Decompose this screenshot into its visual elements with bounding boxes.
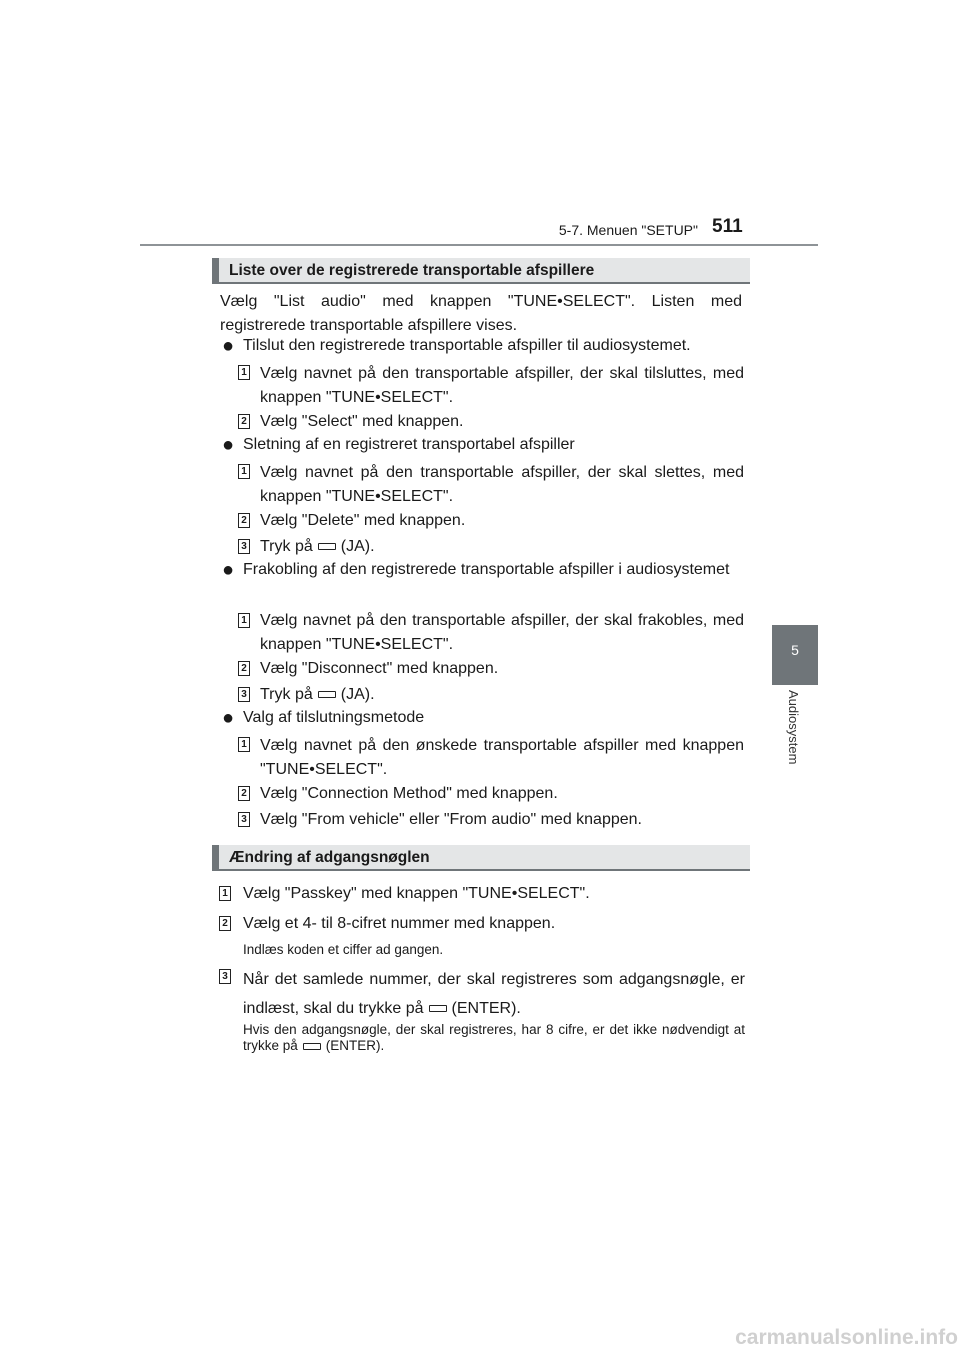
watermark: carmanualsonline.info	[735, 1326, 958, 1349]
step-number-1: 1	[238, 365, 250, 380]
step-text: Vælg "Delete" med knappen.	[260, 512, 466, 529]
step-number-2: 2	[238, 786, 250, 801]
step-note: Indlæs koden et ciffer ad gangen.	[243, 942, 444, 957]
step-number-1: 1	[238, 464, 250, 479]
step-number-2: 2	[219, 916, 231, 931]
step-number-3: 3	[238, 812, 250, 827]
step-text: Vælg "Disconnect" med knappen.	[260, 660, 499, 677]
button-icon	[303, 1043, 321, 1050]
bullet-text: Frakobling af den registrerede transportable afspiller i audiosystemet	[243, 561, 730, 578]
step-text: Vælg et 4- til 8-cifret nummer med knappen.	[243, 915, 556, 932]
bullet-text: Sletning af en registreret transportabel afspiller	[243, 436, 575, 453]
section-breadcrumb: 5-7. Menuen "SETUP"	[558, 222, 698, 238]
button-icon	[318, 543, 336, 550]
chapter-label: Audiosystem	[786, 690, 801, 765]
chapter-number: 5	[791, 642, 799, 658]
bullet-icon: ●	[222, 707, 235, 729]
step-number-2: 2	[238, 414, 250, 429]
step-number-1: 1	[238, 613, 250, 628]
bullet-text: Valg af tilslutningsmetode	[243, 709, 425, 726]
bullet-icon: ●	[222, 335, 235, 357]
step-text: Vælg "Select" med knappen.	[260, 413, 464, 430]
bullet-text: Tilslut den registrerede transportable afspiller til audiosystemet.	[243, 337, 691, 354]
step-number-3: 3	[219, 969, 231, 984]
step-text: Vælg "Passkey" med knappen "TUNE•SELECT".	[243, 885, 590, 902]
section-heading: Ændring af adgangsnøglen	[212, 845, 750, 871]
step-note-with-button: Hvis den adgangsnøgle, der skal registreres, har 8 cifre, er det ikke nødvendigt at trykke på (ENTER).	[243, 1022, 745, 1053]
step-text-with-button: Tryk på (JA).	[260, 538, 375, 555]
step-number-3: 3	[238, 687, 250, 702]
step-number-1: 1	[238, 737, 250, 752]
bullet-icon: ●	[222, 559, 235, 581]
section-heading: Liste over de registrerede transportable afspillere	[212, 258, 750, 284]
intro-text: Vælg "List audio" med knappen "TUNE•SELECT". Listen med registrerede transportable afspillere vises.	[220, 293, 742, 334]
step-text: Vælg navnet på den transportable afspiller, der skal slettes, med knappen "TUNE•SELECT".	[260, 464, 744, 505]
bullet-icon: ●	[222, 434, 235, 456]
step-number-2: 2	[238, 661, 250, 676]
step-text: Vælg "Connection Method" med knappen.	[260, 785, 558, 802]
button-icon	[318, 691, 336, 698]
header-divider	[140, 244, 818, 246]
step-number-3: 3	[238, 539, 250, 554]
step-text-with-button: Tryk på (JA).	[260, 686, 375, 703]
step-text: Vælg navnet på den transportable afspiller, der skal tilsluttes, med knappen "TUNE•SELECT".	[260, 365, 744, 406]
step-text-with-button: Når det samlede nummer, der skal registreres som adgangsnøgle, er indlæst, skal du trykke på (ENTER).	[243, 971, 745, 1017]
step-number-1: 1	[219, 886, 231, 901]
step-text: Vælg "From vehicle" eller "From audio" med knappen.	[260, 811, 642, 828]
button-icon	[429, 1005, 447, 1012]
step-text: Vælg navnet på den ønskede transportable afspiller med knappen "TUNE•SELECT".	[260, 737, 744, 778]
step-text: Vælg navnet på den transportable afspiller, der skal frakobles, med knappen "TUNE•SELECT".	[260, 612, 744, 653]
step-number-2: 2	[238, 513, 250, 528]
page-number: 511	[712, 216, 743, 237]
